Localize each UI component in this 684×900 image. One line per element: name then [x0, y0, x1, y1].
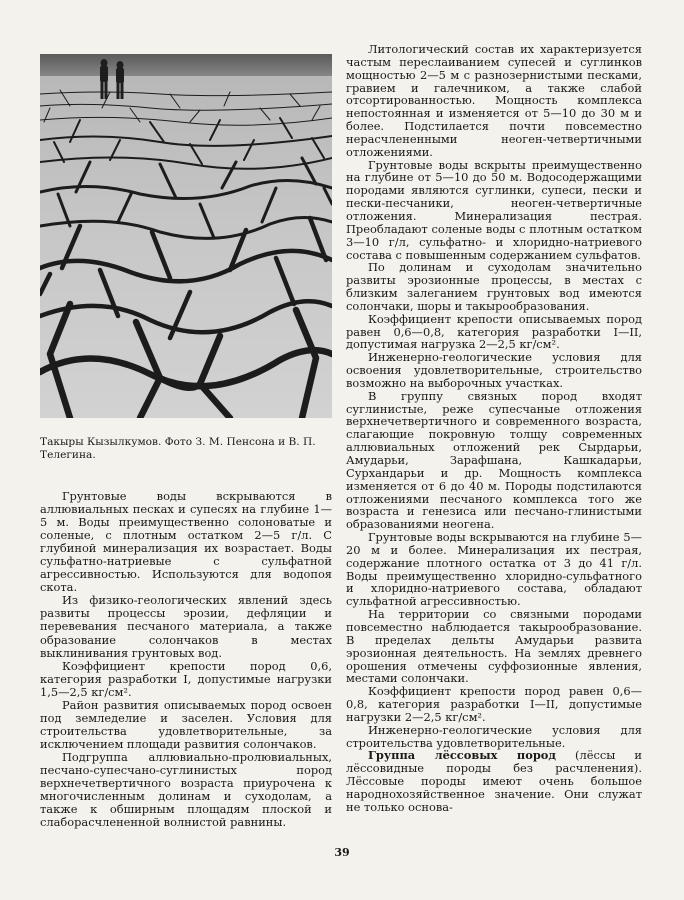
right-column	[346, 43, 642, 814]
paragraph-text: (лёссы и лёссовидные породы без расчленения). Лёссовые породы имеют очень большое народнохозяйственное значение. Они служат не только основа-	[346, 748, 642, 814]
paragraph: Район развития описываемых пород освоен под земледелие и заселен. Условия для строительства удовлетворительные, за исключением площади развития солончаков.	[40, 697, 332, 751]
paragraph: По долинам и суходолам значительно развиты эрозионные процессы, в местах с близким залеганием грунтовых вод имеются солончаки, шоры и такырообразования.	[346, 260, 642, 313]
paragraph: Грунтовые воды вскрываются на глубине 5—20 м и более. Минерализация их пестрая, содержание плотного остатка от 3 до 41 г/л. Воды преимущественно хлоридно-сульфатного и хлоридно-натриевого состава, обладают сульфатной агрессивностью.	[346, 530, 642, 609]
section-heading: Группа лёссовых пород	[368, 748, 556, 763]
page-number: 39	[334, 846, 350, 859]
paragraph: Коэффициент крепости описываемых пород равен 0,6—0,8, категория разработки I—II, допустимая нагрузка 2—2,5 кг/см².	[346, 311, 642, 352]
paragraph: В группу связных пород входят суглинистые, реже супесчаные отложения верхнечетвертичного и современного возраста, слагающие покровную толщу современных аллювиальных отложений рек Сырдарьи, Амударьи, Зарафшана, Кашкадарьи, Сурхандарьи и др. Мощность комплекса изменяется от 6 до 40 м. Породы подстилаются отложениями песчаного комплекса того же возраста и генезиса или песчано-глинистыми образованиями неогена.	[346, 388, 642, 532]
paragraph: Из физико-геологических явлений здесь развиты процессы эрозии, дефляции и перевевания песчаного материала, а также образование солончаков в местах выклинивания грунтовых вод.	[40, 593, 332, 660]
paragraph: Инженерно-геологические условия для строительства удовлетворительные.	[346, 722, 642, 750]
paragraph: Литологический состав их характеризуется частым переслаиванием супесей и суглинков мощностью 2—5 м с разнозернистыми песками, гравием и галечником, а также слабой отсортированностью. Мощность комплекса непостоянная и изменяется от 5—10 до 30 м и более. Подстилается почти повсеместно нерасчлененными неоген-четвертичными отложениями.	[346, 42, 642, 159]
paragraph-loess-group	[346, 749, 642, 813]
paragraph: Грунтовые воды вскрываются в аллювиальных песках и супесях на глубине 1—5 м. Воды преимущественно солоноватые и соленые, с плотным остатком 2—5 г/л. С глубиной минерализация их возрастает. Воды сульфатно-натриевые с сульфатной агрессивностью. Используются для водопоя скота.	[40, 489, 332, 595]
paragraph: Инженерно-геологические условия для освоения удовлетворительные, строительство возможно на выборочных участках.	[346, 350, 642, 390]
cracked-ground-image	[40, 54, 332, 418]
paragraph: Грунтовые воды вскрыты преимущественно на глубине от 5—10 до 50 м. Водосодержащими породами являются суглинки, супеси, пески и пески-песчаники, неоген-четвертичные отложения. Минерализация пестрая. Преобладают соленые воды с плотным остатком 3—10 г/л, сульфатно- и хлоридно-натриевого состава с повышенным содержанием сульфатов.	[346, 157, 642, 262]
takyr-photo	[40, 54, 332, 418]
paragraph: На территории со связными породами повсеместно наблюдается такырообразование. В пределах дельты Амударьи развита эрозионная деятельность. На землях древнего орошения отмечены суффозионные явления, местами солончаки.	[346, 607, 642, 686]
left-column	[40, 490, 332, 829]
paragraph: Коэффициент крепости пород равен 0,6—0,8, категория разработки I—II, допустимые нагрузки 2—2,5 кг/см².	[346, 684, 642, 724]
paragraph: Подгруппа аллювиально-пролювиальных, песчано-супесчано-суглинистых пород верхнечетвертичного возраста приурочена к многочисленным долинам и суходолам, а также к обширным площадям плоской и слаборасчлененной волнистой равнины.	[40, 749, 332, 830]
figure-caption: Такыры Кызылкумов. Фото З. М. Пенсона и В. П. Телегина.	[40, 436, 316, 461]
paragraph: Коэффициент крепости пород 0,6, категория разработки I, допустимые нагрузки 1,5—2,5 кг/см².	[40, 658, 332, 699]
